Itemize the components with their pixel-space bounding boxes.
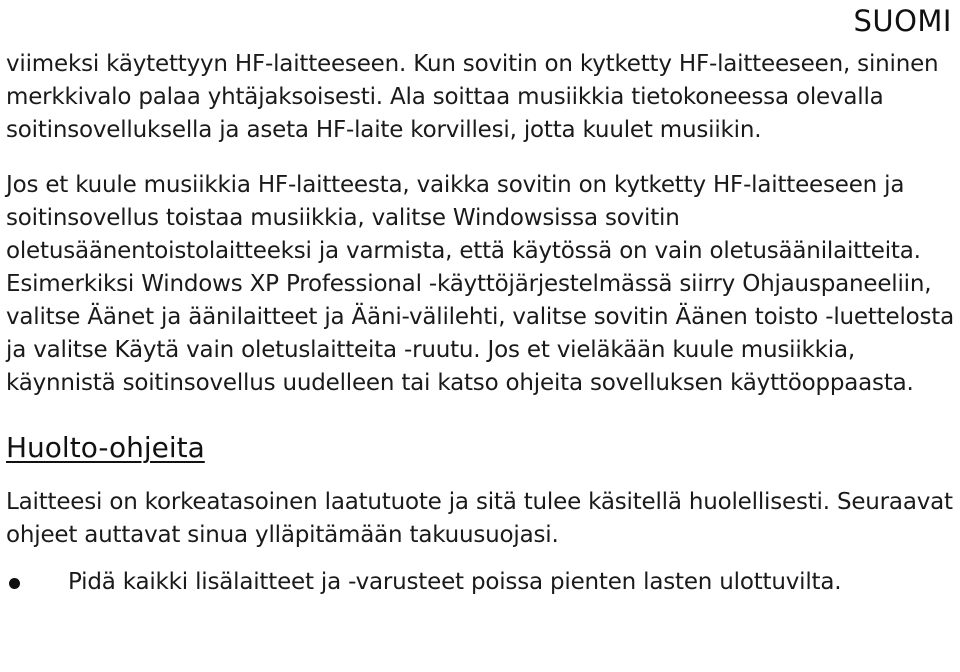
care-instructions-list: [6, 566, 956, 599]
bullet-icon: [9, 578, 20, 589]
document-body: [6, 48, 956, 599]
intro-paragraph: viimeksi käytettyyn HF-laitteeseen. Kun sovitin on kytketty HF-laitteeseen, sininen merkkivalo palaa yhtäjaksoisesti. Ala soittaa musiikkia tietokoneessa olevalla soitinsovelluksella ja aseta HF-laite korvillesi, jotta kuulet musiikin.: [6, 51, 939, 143]
care-intro-paragraph: Laitteesi on korkeatasoinen laatutuote ja sitä tulee käsitellä huolellisesti. Seuraavat ohjeet auttavat sinua ylläpitämään takuusuojasi.: [6, 489, 953, 548]
troubleshooting-paragraph: Jos et kuule musiikkia HF-laitteesta, vaikka sovitin on kytketty HF-laitteeseen ja soitinsovellus toistaa musiikkia, valitse Windowsissa sovitin oletusäänentoistolaitteeksi ja varmista, että käytössä on vain oletusäänilaitteita. Esimerkiksi Windows XP Professional -käyttöjärjestelmässä siirry Ohjauspaneeliin, valitse Äänet ja äänilaitteet ja Ääni-välilehti, valitse sovitin Äänen toisto -luettelosta ja valitse Käytä vain oletuslaitteita -ruutu. Jos et vieläkään kuule musiikkia, käynnistä soitinsovellus uudelleen tai katso ohjeita sovelluksen käyttöoppaasta.: [6, 172, 955, 396]
list-item-text: Pidä kaikki lisälaitteet ja -varusteet poissa pienten lasten ulottuvilta.: [68, 569, 842, 595]
list-item: [6, 566, 956, 599]
language-label: SUOMI: [853, 4, 952, 38]
section-heading: Huolto-ohjeita: [6, 431, 205, 464]
